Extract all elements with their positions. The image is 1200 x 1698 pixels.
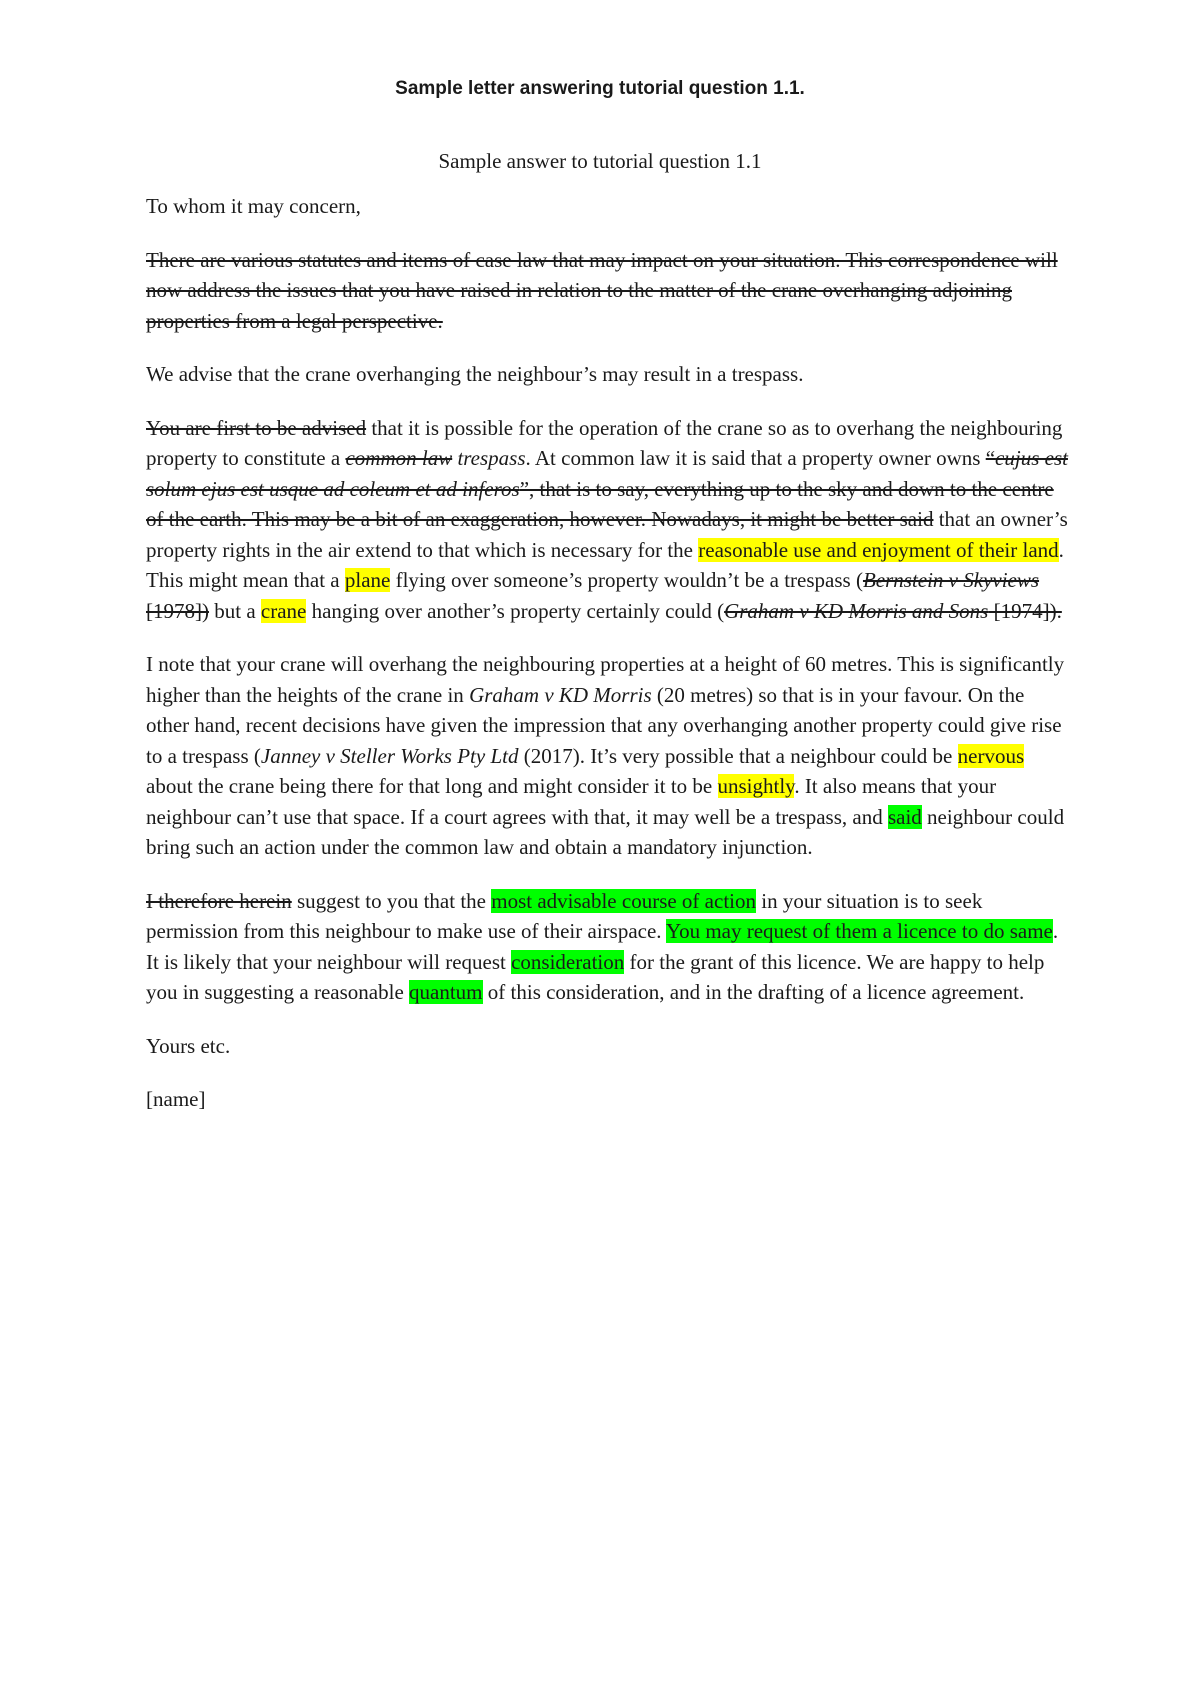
text-run: for the grant of this licence. We are happy to help you in suggesting a reasonable (146, 949, 1045, 1004)
closing: Yours etc. (146, 1033, 231, 1058)
struck-case-name: Graham v KD Morris and Sons (724, 598, 989, 623)
green-highlight: quantum (409, 980, 483, 1004)
text-run: that an owner’s property rights in the air extend to that which is necessary for the (146, 507, 1068, 562)
text-run: in your situation is to seek permission from this neighbour to make use of their airspace. (146, 888, 983, 943)
paragraph-common-law (146, 413, 1072, 627)
struck-text: [1974]). (988, 598, 1062, 623)
text-run: neighbour could bring such an action under the common law and obtain a mandatory injunction. (146, 804, 1065, 859)
yellow-highlight: nervous (957, 743, 1025, 768)
paragraph-analysis (146, 649, 1072, 863)
text-run: but a (208, 598, 261, 623)
green-highlight: most advisable course of action (491, 888, 756, 913)
text-run: . At common law it is said that a property owner owns (525, 446, 986, 470)
text-run: . This might mean that a (146, 537, 1064, 592)
text-run: flying over someone’s property wouldn’t be a trespass ( (390, 568, 863, 592)
case-name: Janney v Steller Works Pty Ltd (260, 743, 519, 768)
salutation: To whom it may concern, (146, 194, 361, 218)
text-run: of this consideration, and in the drafting of a licence agreement. (482, 980, 1025, 1004)
struck-latin-maxim: cujus est solum ejus est usque ad coleum et ad inferos (146, 446, 1068, 501)
text-run: (2017). It’s very possible that a neighbour could be (518, 743, 958, 768)
text-run: about the crane being there for that long and might consider it to be (146, 774, 718, 798)
text-run: (20 metres) so that is in your favour. On the other hand, recent decisions have given the impression that any overhanging another property could give rise to a trespass ( (146, 682, 1062, 768)
green-highlight: said (887, 804, 922, 829)
text-run: . It also means that your neighbour can’t use that space. If a court agrees with that, it may well be a trespass, and (146, 774, 997, 829)
paragraph-advice: We advise that the crane overhanging the neighbour’s may result in a trespass. (146, 362, 804, 386)
struck-italic-text: common law (345, 446, 453, 470)
document-subtitle: Sample answer to tutorial question 1.1 (438, 149, 762, 173)
yellow-highlight: plane (344, 568, 391, 592)
struck-text: There are various statutes and items of case law that may impact on your situation. This correspondence will now address the issues that you have raised in relation to the matter of the crane overhanging adjoining properties from a legal perspective. (146, 247, 1058, 333)
signature: [name] (146, 1087, 206, 1111)
struck-case-name: Bernstein v Skyviews (862, 568, 1040, 592)
struck-text: ”, that is to say, everything up to the sky and down to the centre of the earth. This may be a bit of an exaggeration, however. Nowadays, it might be better said (146, 476, 1054, 531)
text-run: hanging over another’s property certainly could ( (306, 598, 725, 623)
struck-text: [1978]) (146, 598, 209, 623)
letter-body (146, 191, 1072, 1138)
struck-text: “ (985, 446, 996, 470)
case-name: Graham v KD Morris (469, 682, 652, 707)
yellow-highlight: unsightly (717, 774, 795, 798)
green-highlight: You may request of them a licence to do same (666, 919, 1053, 943)
green-highlight: consideration (511, 949, 625, 974)
text-run: . It is likely that your neighbour will request (146, 919, 1059, 974)
struck-text: You are first to be advised (146, 415, 367, 440)
yellow-highlight: crane (260, 598, 307, 623)
document-heading: Sample letter answering tutorial question 1.1. (395, 78, 805, 99)
paragraph-recommendation (146, 886, 1072, 1008)
text-run: suggest to you that the (291, 888, 492, 913)
paragraph-intro-struck (146, 245, 1072, 337)
text-run: that it is possible for the operation of the crane so as to overhang the neighbouring property to constitute a (146, 415, 1063, 470)
text-run: I note that your crane will overhang the neighbouring properties at a height of 60 metres. This is significantly higher than the heights of the crane in (146, 652, 1065, 707)
italic-text: trespass (452, 446, 526, 470)
struck-text: I therefore herein (146, 888, 292, 913)
yellow-highlight: reasonable use and enjoyment of their land (698, 537, 1059, 562)
